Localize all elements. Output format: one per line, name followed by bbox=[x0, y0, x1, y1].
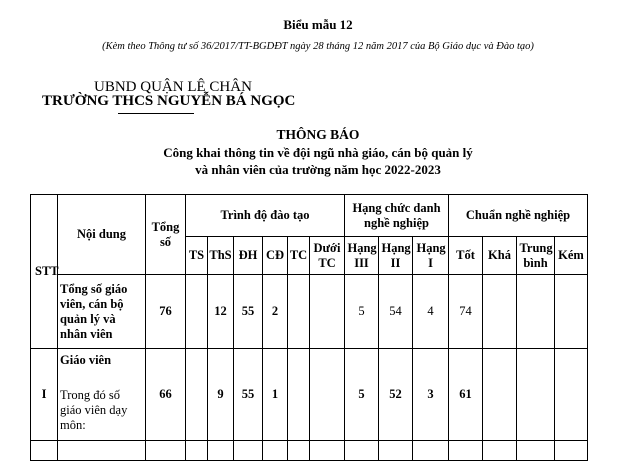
row-total-dh: 55 bbox=[234, 275, 263, 349]
header-rank2: Hạng II bbox=[379, 237, 413, 275]
notice-subtitle-line1: Công khai thông tin về đội ngũ nhà giáo, cán bộ quản lý bbox=[163, 145, 473, 160]
row-teachers-rank1: 3 bbox=[413, 349, 449, 441]
row-total-rank2: 54 bbox=[379, 275, 413, 349]
row-teachers-cd: 1 bbox=[263, 349, 288, 441]
row-teachers-ths: 9 bbox=[208, 349, 234, 441]
row-total-total: 76 bbox=[146, 275, 186, 349]
row-total-tc bbox=[288, 275, 310, 349]
header-content: Nội dung bbox=[58, 195, 146, 275]
header-professional-standard: Chuẩn nghề nghiệp bbox=[449, 195, 588, 237]
staff-table bbox=[30, 194, 588, 461]
form-title: Biểu mẫu 12 bbox=[283, 17, 353, 32]
header-rank3: Hạng III bbox=[345, 237, 379, 275]
row-teachers-good: 61 bbox=[449, 349, 483, 441]
school-name-underline bbox=[118, 113, 194, 114]
row-total-cd: 2 bbox=[263, 275, 288, 349]
row-teachers-dh: 55 bbox=[234, 349, 263, 441]
row-teachers-total: 66 bbox=[146, 349, 186, 441]
row-teachers-rank2: 52 bbox=[379, 349, 413, 441]
header-rank1: Hạng I bbox=[413, 237, 449, 275]
table-row bbox=[31, 275, 588, 349]
row-total-ths: 12 bbox=[208, 275, 234, 349]
row-total-fair bbox=[483, 275, 517, 349]
row-teachers-sublabel: Trong đó số giáo viên dạy môn: bbox=[60, 388, 128, 432]
header-average: Trung bình bbox=[517, 237, 555, 275]
legal-reference-note: (Kèm theo Thông tư số 36/2017/TT-BGDĐT ngày 28 tháng 12 năm 2017 của Bộ Giáo dục và Đào tạo) bbox=[102, 41, 534, 52]
header-below-tc: Dưới TC bbox=[310, 237, 345, 275]
row-teachers-average bbox=[517, 349, 555, 441]
header-dh: ĐH bbox=[234, 237, 263, 275]
table-row bbox=[31, 349, 588, 441]
row-total-content: Tổng số giáo viên, cán bộ quản lý và nhân viên bbox=[58, 275, 146, 349]
row-total-ts bbox=[186, 275, 208, 349]
school-name: TRƯỜNG THCS NGUYỄN BÁ NGỌC bbox=[42, 93, 296, 109]
header-weak: Kém bbox=[555, 237, 588, 275]
row-teachers-tc bbox=[288, 349, 310, 441]
header-ts: TS bbox=[186, 237, 208, 275]
row-teachers-label: Giáo viên bbox=[60, 353, 112, 367]
row-total-good: 74 bbox=[449, 275, 483, 349]
header-training-level: Trình độ đào tạo bbox=[186, 195, 345, 237]
table-row bbox=[31, 441, 588, 461]
agency-name: UBND QUẬN LÊ CHÂN bbox=[94, 79, 252, 95]
notice-subtitle-line2: và nhân viên của trường năm học 2022-2023 bbox=[195, 162, 441, 177]
row-teachers-fair bbox=[483, 349, 517, 441]
row-total-average bbox=[517, 275, 555, 349]
notice-title: THÔNG BÁO bbox=[276, 127, 360, 142]
row-teachers-content bbox=[58, 349, 146, 441]
header-good: Tốt bbox=[449, 237, 483, 275]
header-stt: STT bbox=[31, 195, 58, 349]
row-total-weak bbox=[555, 275, 588, 349]
row-teachers-rank3: 5 bbox=[345, 349, 379, 441]
header-total: Tổng số bbox=[146, 195, 186, 275]
row-total-below-tc bbox=[310, 275, 345, 349]
row-teachers-stt: I bbox=[31, 349, 58, 441]
row-total-rank1: 4 bbox=[413, 275, 449, 349]
row-teachers-weak bbox=[555, 349, 588, 441]
header-tc: TC bbox=[288, 237, 310, 275]
row-total-rank3: 5 bbox=[345, 275, 379, 349]
header-professional-rank: Hạng chức danh nghề nghiệp bbox=[345, 195, 449, 237]
header-ths: ThS bbox=[208, 237, 234, 275]
row-teachers-below-tc bbox=[310, 349, 345, 441]
row-teachers-ts bbox=[186, 349, 208, 441]
header-fair: Khá bbox=[483, 237, 517, 275]
header-cd: CĐ bbox=[263, 237, 288, 275]
